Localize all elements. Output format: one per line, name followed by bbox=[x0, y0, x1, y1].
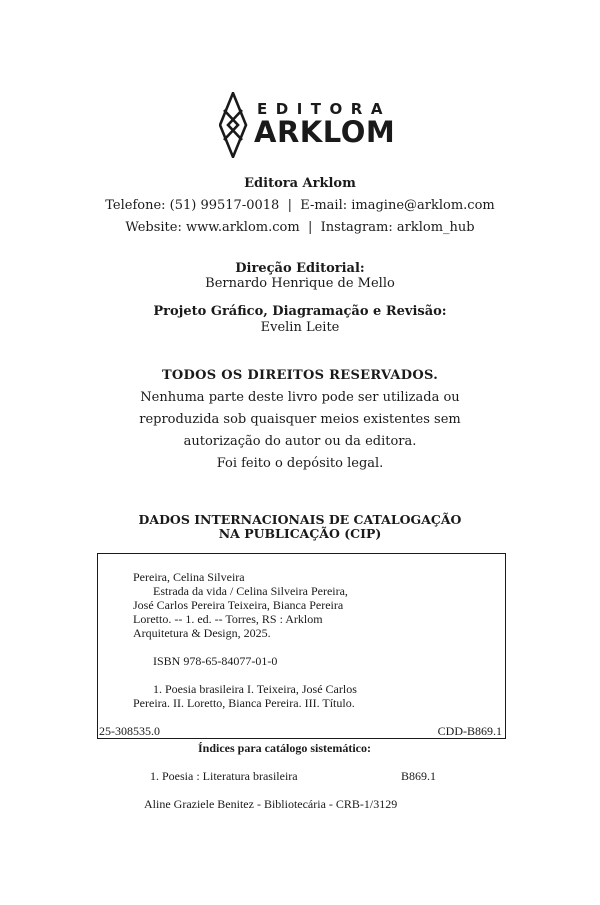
cip-subject-line: 1. Poesia brasileira I. Teixeira, José Carlos bbox=[153, 682, 357, 696]
design-review-title: Projeto Gráfico, Diagramação e Revisão: bbox=[153, 304, 447, 319]
publisher-logo bbox=[219, 92, 396, 158]
cip-title-line-1: DADOS INTERNACIONAIS DE CATALOGAÇÃO bbox=[138, 512, 462, 527]
logo-text-editora: EDITORA bbox=[257, 100, 391, 118]
editorial-direction-name: Bernardo Henrique de Mello bbox=[205, 276, 395, 291]
diamond-logo-icon bbox=[219, 92, 253, 158]
rights-line: Foi feito o depósito legal. bbox=[216, 456, 384, 471]
cip-entry-line: Estrada da vida / Celina Silveira Pereira, bbox=[153, 584, 348, 598]
index-entry: 1. Poesia : Literatura brasileira bbox=[150, 769, 298, 783]
rights-line: Nenhuma parte deste livro pode ser utilizada ou bbox=[140, 390, 460, 405]
cip-title-line-2: NA PUBLICAÇÃO (CIP) bbox=[218, 526, 382, 541]
cip-isbn: ISBN 978-65-84077-01-0 bbox=[153, 654, 278, 668]
cip-entry-line: Arquitetura & Design, 2025. bbox=[133, 626, 271, 640]
contact-website-instagram: Website: www.arklom.com | Instagram: arklom_hub bbox=[125, 220, 475, 235]
cip-subject-line: Pereira. II. Loretto, Bianca Pereira. III. Título. bbox=[133, 696, 355, 710]
librarian-credit: Aline Graziele Benitez - Bibliotecária - CRB-1/3129 bbox=[144, 797, 398, 811]
rights-line: reproduzida sob quaisquer meios existentes sem bbox=[139, 412, 461, 427]
logo-text-arklom: ARKLOM bbox=[254, 115, 396, 149]
rights-title: TODOS OS DIREITOS RESERVADOS. bbox=[161, 368, 439, 383]
cip-entry-line: Loretto. -- 1. ed. -- Torres, RS : Arklom bbox=[133, 612, 323, 626]
editorial-direction-title: Direção Editorial: bbox=[235, 261, 365, 276]
index-entry-code: B869.1 bbox=[401, 769, 437, 783]
publisher-name: Editora Arklom bbox=[244, 176, 356, 191]
cip-author: Pereira, Celina Silveira bbox=[133, 570, 245, 584]
cip-entry-line: José Carlos Pereira Teixeira, Bianca Pereira bbox=[133, 598, 344, 612]
cip-record-number: 25-308535.0 bbox=[99, 724, 160, 738]
cip-cdd: CDD-B869.1 bbox=[437, 724, 502, 738]
contact-phone-email: Telefone: (51) 99517-0018 | E-mail: imagine@arklom.com bbox=[105, 198, 495, 213]
index-title: Índices para catálogo sistemático: bbox=[198, 741, 371, 755]
rights-line: autorização do autor ou da editora. bbox=[183, 434, 417, 449]
design-review-name: Evelin Leite bbox=[260, 320, 340, 335]
